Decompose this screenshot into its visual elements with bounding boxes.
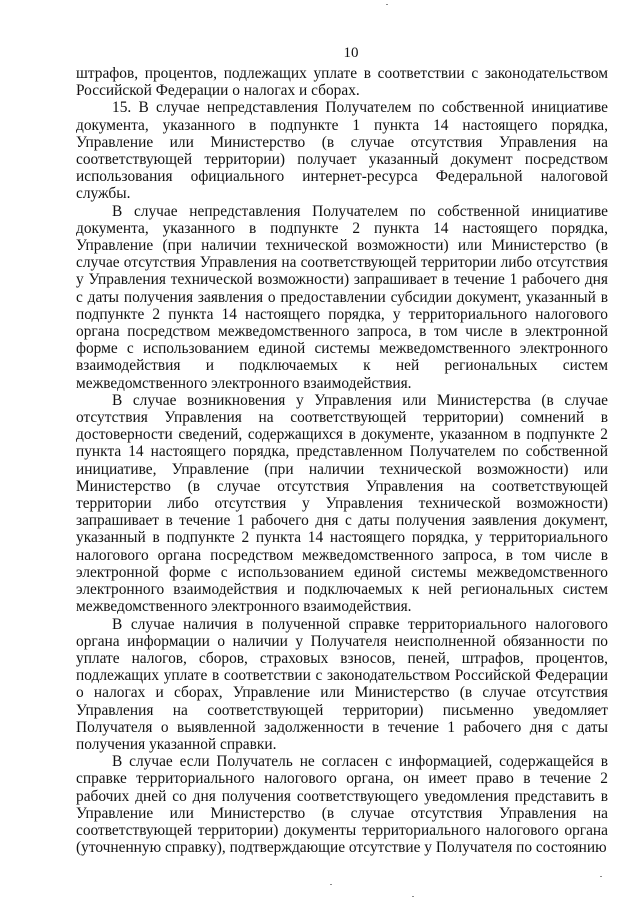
scan-speck	[386, 4, 388, 5]
paragraph-non-submission: В случае непредставления Получателем по собственной инициативе документа, указанного в подпункте 2 пункта 14 настоящего порядка, Управление (при наличии технической возможности) или Министерство (в случае отсутствия Управления на соответствующей территории либо отсутствия у Управления технической возможности) запрашивает в течение 1 рабочего дня с даты получения заявления о предоставлении субсидии документ, указанный в подпункте 2 пункта 14 настоящего порядка, у территориального налогового органа посредством межведомственного запроса, в том числе в электронной форме с использованием единой системы межведомственного электронного взаимодействия и подключаемых к ней региональных систем межведомственного электронного взаимодействия.	[76, 202, 608, 392]
scan-speck	[600, 876, 602, 877]
paragraph-disagreement: В случае если Получатель не согласен с информацией, содержащейся в справке территориального налогового органа, он имеет право в течение 2 рабочих дней со дня получения соответствующего уведомления представить в Управление или Министерство (в случае отсутствия Управления на соответствующей территории) документы территориального налогового органа (уточненную справку), подтверждающие отсутствие у Получателя по состоянию	[76, 753, 608, 857]
scan-speck	[330, 884, 332, 885]
paragraph-doubts: В случае возникновения у Управления или Министерства (в случае отсутствия Управления на соответствующей территории) сомнений в достоверности сведений, содержащихся в документе, указанном в подпункте 2 пункта 14 настоящего порядка, представленном Получателем по собственной инициативе, Управление (при наличии технической возможности) или Министерство (в случае отсутствия Управления на соответствующей территории либо отсутствия у Управления технической возможности) запрашивает в течение 1 рабочего дня с даты получения заявления документ, указанный в подпункте 2 пункта 14 настоящего порядка, у территориального налогового органа посредством межведомственного запроса, в том числе в электронной форме с использованием единой системы межведомственного электронного взаимодействия и подключаемых к ней региональных систем межведомственного электронного взаимодействия.	[76, 391, 608, 616]
paragraph-item-15: 15. В случае непредставления Получателем по собственной инициативе документа, указанного в подпункте 1 пункта 14 настоящего порядка, Управление или Министерство (в случае отсутствия Управления на соответствующей территории) получает указанный документ посредством использования официального интернет-ресурса Федеральной налоговой службы.	[76, 99, 608, 203]
scan-speck	[412, 896, 414, 897]
paragraph-continuation: штрафов, процентов, подлежащих уплате в соответствии с законодательством Российской Федерации о налогах и сборах.	[76, 65, 608, 100]
paragraph-debt-notice: В случае наличия в полученной справке территориального налогового органа информации о наличии у Получателя неисполненной обязанности по уплате налогов, сборов, страховых взносов, пеней, штрафов, процентов, подлежащих уплате в соответствии с законодательством Российской Федерации о налогах и сборах, Управление или Министерство (в случае отсутствия Управления на соответствующей территории) письменно уведомляет Получателя о выявленной задолженности в течение 1 рабочего дня с даты получения указанной справки.	[76, 615, 608, 753]
page-number: 10	[343, 45, 359, 61]
